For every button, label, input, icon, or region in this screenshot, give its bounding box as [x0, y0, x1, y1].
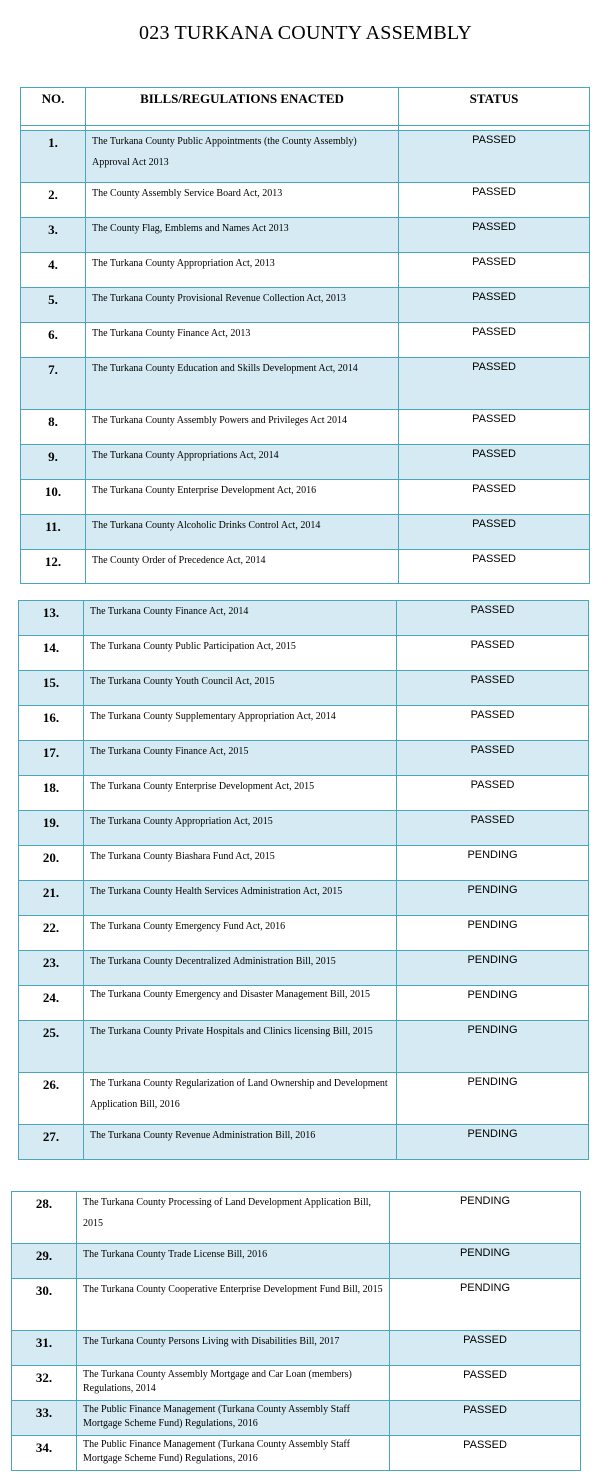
bill-status: PASSED: [390, 1366, 581, 1401]
row-number: 26.: [19, 1073, 84, 1125]
table-row: [19, 846, 589, 881]
bill-name: The Turkana County Regularization of Land Ownership and Development Application Bill, 2016: [84, 1073, 397, 1125]
bill-name: The Turkana County Public Participation Act, 2015: [84, 636, 397, 671]
bill-name: The Turkana County Finance Act, 2015: [84, 741, 397, 776]
bill-status: PASSED: [399, 131, 590, 183]
bill-name: The Turkana County Appropriation Act, 2015: [84, 811, 397, 846]
bill-name: The Turkana County Biashara Fund Act, 2015: [84, 846, 397, 881]
row-number: 17.: [19, 741, 84, 776]
bill-name: The Turkana County Provisional Revenue Collection Act, 2013: [86, 288, 399, 323]
table-row: [21, 131, 590, 183]
row-number: 28.: [12, 1192, 77, 1244]
bill-name: The Turkana County Decentralized Administration Bill, 2015: [84, 951, 397, 986]
bill-name: The Public Finance Management (Turkana County Assembly Staff Mortgage Scheme Fund) Regulations, 2016: [77, 1401, 390, 1436]
table-row: [21, 323, 590, 358]
row-number: 33.: [12, 1401, 77, 1436]
table-row: [21, 445, 590, 480]
bill-name: The Turkana County Emergency and Disaster Management Bill, 2015: [84, 986, 397, 1021]
bill-name: The Turkana County Appropriations Act, 2014: [86, 445, 399, 480]
bill-status: PASSED: [390, 1436, 581, 1471]
bill-name: The Turkana County Processing of Land Development Application Bill, 2015: [77, 1192, 390, 1244]
row-number: 1.: [21, 131, 86, 183]
row-number: 19.: [19, 811, 84, 846]
bill-name: The County Flag, Emblems and Names Act 2013: [86, 218, 399, 253]
table-header-row: [21, 88, 590, 126]
bill-name: The County Assembly Service Board Act, 2013: [86, 183, 399, 218]
bill-status: PASSED: [399, 515, 590, 550]
table-row: [21, 253, 590, 288]
bill-status: PASSED: [399, 410, 590, 445]
table-row: [21, 358, 590, 410]
bill-name: The Turkana County Enterprise Development Act, 2015: [84, 776, 397, 811]
table-row: [12, 1331, 581, 1366]
bills-table-1: [20, 87, 590, 584]
row-number: 8.: [21, 410, 86, 445]
bill-status: PENDING: [397, 1125, 589, 1160]
table-row: [21, 550, 590, 584]
table-row: [19, 776, 589, 811]
row-number: 12.: [21, 550, 86, 584]
bill-status: PENDING: [397, 951, 589, 986]
table-row: [12, 1366, 581, 1401]
bill-status: PASSED: [397, 776, 589, 811]
bill-status: PASSED: [397, 706, 589, 741]
row-number: 34.: [12, 1436, 77, 1471]
row-number: 23.: [19, 951, 84, 986]
header-status: STATUS: [399, 88, 590, 126]
bill-name: The Turkana County Supplementary Appropriation Act, 2014: [84, 706, 397, 741]
row-number: 14.: [19, 636, 84, 671]
page-title: 023 TURKANA COUNTY ASSEMBLY: [139, 22, 472, 44]
bill-status: PASSED: [399, 358, 590, 410]
row-number: 29.: [12, 1244, 77, 1279]
header-no: NO.: [21, 88, 86, 126]
row-number: 7.: [21, 358, 86, 410]
bill-status: PENDING: [397, 846, 589, 881]
bill-status: PENDING: [390, 1279, 581, 1331]
table-row: [21, 183, 590, 218]
bill-status: PASSED: [390, 1401, 581, 1436]
row-number: 6.: [21, 323, 86, 358]
bill-name: The Turkana County Trade License Bill, 2016: [77, 1244, 390, 1279]
bill-status: PASSED: [399, 288, 590, 323]
bill-status: PENDING: [397, 986, 589, 1021]
bill-name: The Turkana County Assembly Powers and Privileges Act 2014: [86, 410, 399, 445]
bill-name: The Turkana County Revenue Administration Bill, 2016: [84, 1125, 397, 1160]
row-number: 16.: [19, 706, 84, 741]
row-number: 32.: [12, 1366, 77, 1401]
row-number: 21.: [19, 881, 84, 916]
bill-status: PENDING: [397, 881, 589, 916]
bill-name: The Turkana County Appropriation Act, 2013: [86, 253, 399, 288]
bill-status: PASSED: [399, 445, 590, 480]
bill-name: The Turkana County Finance Act, 2014: [84, 601, 397, 636]
bill-status: PASSED: [397, 636, 589, 671]
bill-status: PASSED: [390, 1331, 581, 1366]
bills-table-3: [11, 1191, 581, 1471]
bill-status: PASSED: [399, 183, 590, 218]
bill-name: The Turkana County Cooperative Enterprise Development Fund Bill, 2015: [77, 1279, 390, 1331]
row-number: 2.: [21, 183, 86, 218]
bill-name: The Turkana County Education and Skills Development Act, 2014: [86, 358, 399, 410]
table-row: [21, 480, 590, 515]
bill-name: The County Order of Precedence Act, 2014: [86, 550, 399, 584]
bill-name: The Turkana County Youth Council Act, 2015: [84, 671, 397, 706]
row-number: 18.: [19, 776, 84, 811]
bills-table-2: [18, 600, 589, 1160]
bill-name: The Turkana County Emergency Fund Act, 2016: [84, 916, 397, 951]
table-row: [19, 881, 589, 916]
bill-status: PENDING: [390, 1192, 581, 1244]
table-row: [19, 1073, 589, 1125]
bill-name: The Turkana County Alcoholic Drinks Control Act, 2014: [86, 515, 399, 550]
table-row: [21, 410, 590, 445]
bill-name: The Public Finance Management (Turkana County Assembly Staff Mortgage Scheme Fund) Regulations, 2016: [77, 1436, 390, 1471]
bill-status: PASSED: [399, 323, 590, 358]
table-row: [21, 288, 590, 323]
row-number: 27.: [19, 1125, 84, 1160]
table-row: [19, 671, 589, 706]
bill-status: PASSED: [397, 671, 589, 706]
row-number: 9.: [21, 445, 86, 480]
bill-name: The Turkana County Private Hospitals and Clinics licensing Bill, 2015: [84, 1021, 397, 1073]
row-number: 3.: [21, 218, 86, 253]
table-row: [19, 741, 589, 776]
bill-name: The Turkana County Finance Act, 2013: [86, 323, 399, 358]
row-number: 15.: [19, 671, 84, 706]
row-number: 25.: [19, 1021, 84, 1073]
bill-status: PASSED: [399, 550, 590, 584]
table-row: [19, 951, 589, 986]
row-number: 30.: [12, 1279, 77, 1331]
table-row: [19, 811, 589, 846]
row-number: 22.: [19, 916, 84, 951]
bill-status: PASSED: [397, 741, 589, 776]
bill-status: PASSED: [399, 218, 590, 253]
table-row: [19, 636, 589, 671]
row-number: 20.: [19, 846, 84, 881]
table-row: [19, 916, 589, 951]
bill-status: PENDING: [397, 1021, 589, 1073]
table-row: [12, 1244, 581, 1279]
bill-name: The Turkana County Persons Living with Disabilities Bill, 2017: [77, 1331, 390, 1366]
row-number: 13.: [19, 601, 84, 636]
row-number: 10.: [21, 480, 86, 515]
table-row: [12, 1192, 581, 1244]
bill-status: PASSED: [399, 253, 590, 288]
bill-name: The Turkana County Health Services Administration Act, 2015: [84, 881, 397, 916]
bill-name: The Turkana County Public Appointments (the County Assembly) Approval Act 2013: [86, 131, 399, 183]
row-number: 5.: [21, 288, 86, 323]
row-number: 24.: [19, 986, 84, 1021]
table-row: [12, 1279, 581, 1331]
bill-name: The Turkana County Enterprise Development Act, 2016: [86, 480, 399, 515]
bill-status: PENDING: [397, 1073, 589, 1125]
row-number: 4.: [21, 253, 86, 288]
table-row: [19, 986, 589, 1021]
bill-status: PASSED: [397, 811, 589, 846]
table-row: [19, 1125, 589, 1160]
row-number: 31.: [12, 1331, 77, 1366]
bill-status: PASSED: [399, 480, 590, 515]
table-row: [19, 706, 589, 741]
table-row: [21, 515, 590, 550]
bill-name: The Turkana County Assembly Mortgage and Car Loan (members) Regulations, 2014: [77, 1366, 390, 1401]
table-row: [12, 1436, 581, 1471]
table-row: [21, 218, 590, 253]
bill-status: PENDING: [390, 1244, 581, 1279]
row-number: 11.: [21, 515, 86, 550]
table-row: [19, 601, 589, 636]
table-row: [19, 1021, 589, 1073]
bill-status: PASSED: [397, 601, 589, 636]
table-row: [12, 1401, 581, 1436]
bill-status: PENDING: [397, 916, 589, 951]
header-bill: BILLS/REGULATIONS ENACTED: [86, 88, 399, 126]
